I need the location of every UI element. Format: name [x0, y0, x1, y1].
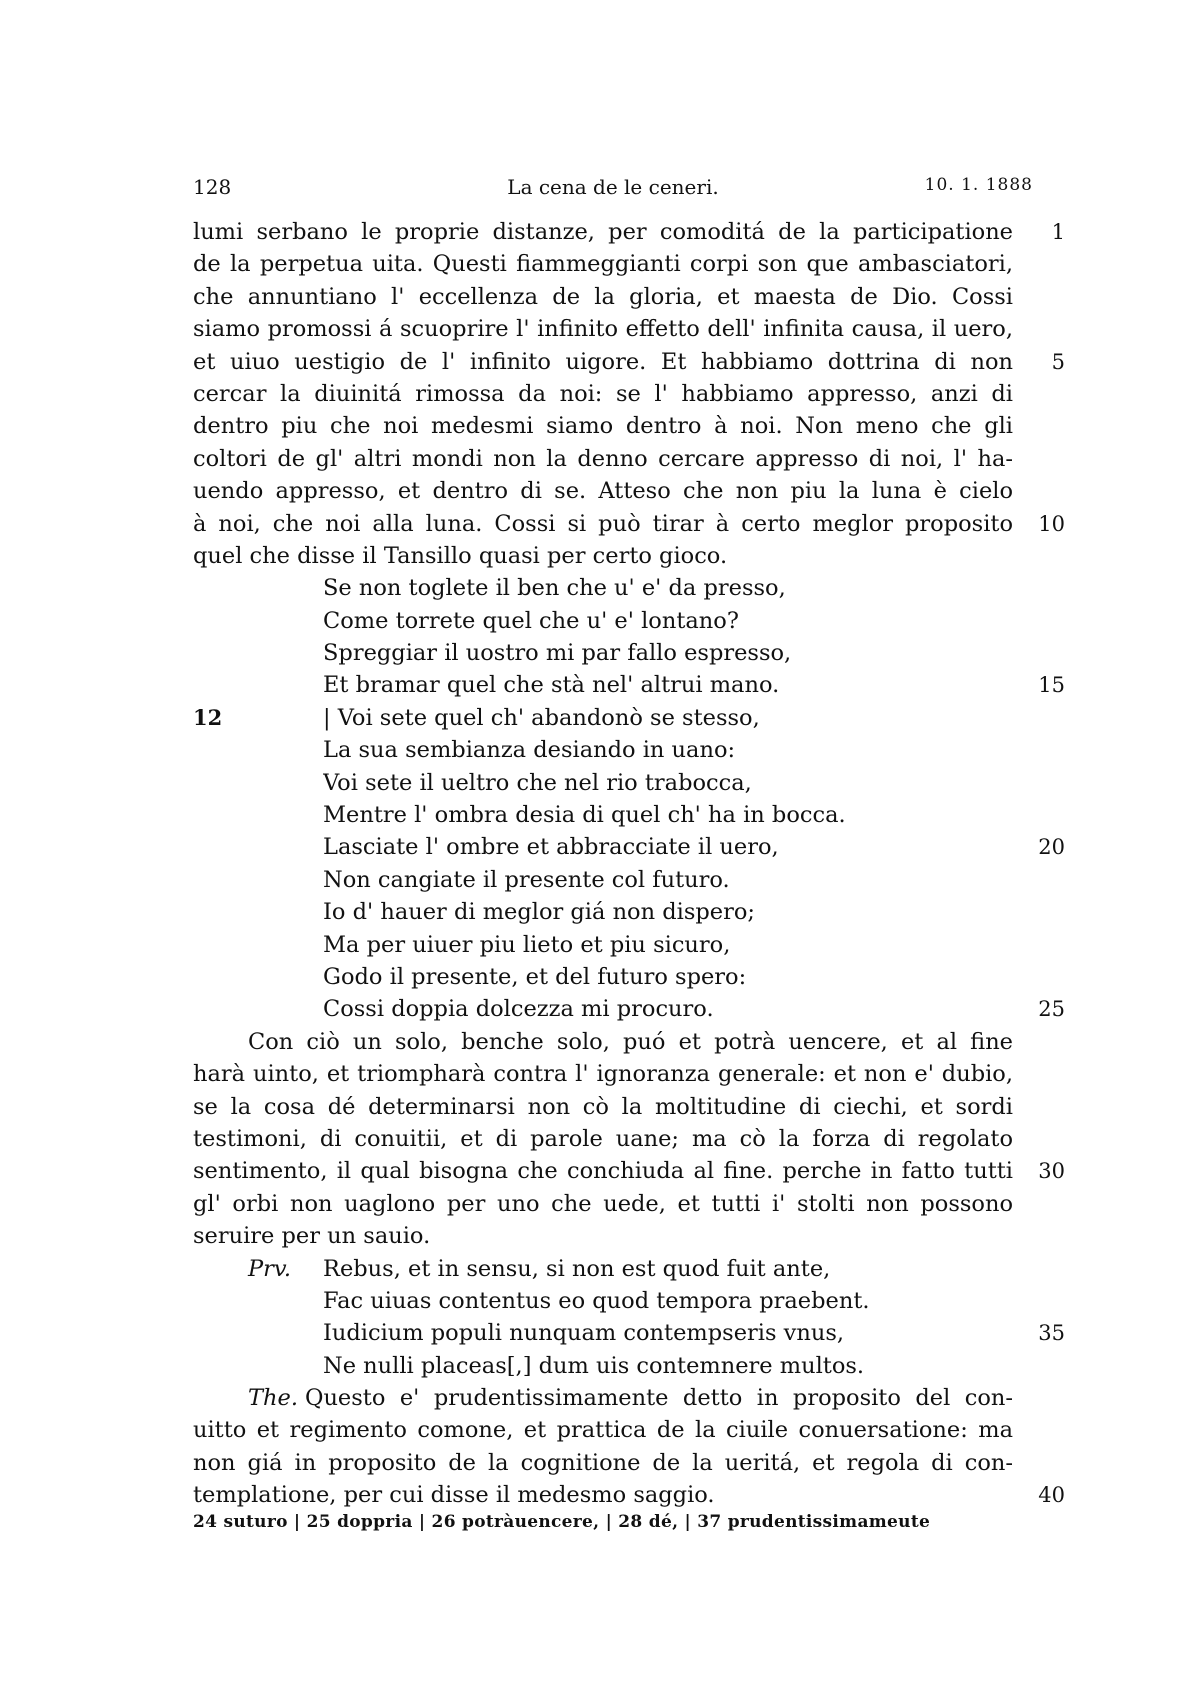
line-text: Fac uiuas contentus eo quod tempora praebent.	[323, 1287, 870, 1314]
line-text: testimoni, di conuitii, et di parole uane; ma cò la forza di regolato	[193, 1125, 1013, 1152]
text-line	[193, 1026, 1013, 1058]
running-title: La cena de le ceneri.	[507, 175, 719, 199]
text-line	[193, 540, 1013, 572]
line-text: dentro piu che noi medesmi siamo dentro à noi. Non meno che gli	[193, 413, 1013, 440]
line-text: Come torrete quel che u' e' lontano?	[323, 607, 739, 634]
line-text: Cossi doppia dolcezza mi procuro.	[323, 996, 714, 1023]
line-number: 25	[1038, 997, 1065, 1022]
line-text: harà uinto, et triompharà contra l' ignoranza generale: et non e' dubio,	[193, 1061, 1013, 1088]
text-line	[193, 281, 1013, 313]
text-line	[193, 1382, 1013, 1414]
line-text: Godo il presente, et del futuro spero:	[323, 963, 747, 990]
text-line	[193, 961, 1013, 993]
text-line	[193, 1188, 1013, 1220]
footnotes: 24 suturo | 25 doppria | 26 potràuencere, | 28 dé, | 37 prudentissimameute	[193, 1512, 931, 1532]
text-line	[193, 1123, 1013, 1155]
line-text: Lasciate l' ombre et abbracciate il uero,	[323, 834, 779, 861]
text-line	[193, 216, 1065, 248]
text-line	[193, 1479, 1065, 1511]
line-text: uendo appresso, et dentro di se. Atteso che non piu la luna è cielo	[193, 478, 1013, 505]
text-line	[193, 831, 1065, 863]
line-number: 5	[1051, 349, 1065, 374]
line-text: che annuntiano l' eccellenza de la gloria, et maesta de Dio. Cossi	[193, 283, 1013, 310]
text-line	[193, 1317, 1065, 1349]
line-text: Io d' hauer di meglor giá non dispero;	[323, 899, 755, 926]
text-line	[193, 864, 1013, 896]
text-line	[193, 378, 1013, 410]
line-text: gl' orbi non uaglono per uno che uede, et tutti i' stolti non possono	[193, 1190, 1013, 1217]
line-number: 10	[1038, 511, 1065, 536]
line-text: Se non toglete il ben che u' e' da presso,	[323, 575, 786, 602]
line-number: 20	[1038, 835, 1065, 860]
line-text: uitto et regimento comone, et prattica de la ciuile conuersatione: ma	[193, 1417, 1013, 1444]
line-text: Iudicium populi nunquam contempseris vnus,	[323, 1320, 845, 1347]
page-header	[193, 175, 1033, 205]
main-text	[193, 216, 1065, 1512]
text-line	[193, 896, 1013, 928]
line-text: Voi sete il ueltro che nel rio trabocca,	[323, 769, 752, 796]
page-number: 128	[193, 175, 232, 199]
text-line	[193, 767, 1013, 799]
text-line	[193, 346, 1065, 378]
line-text: Ma per uiuer piu lieto et piu sicuro,	[323, 931, 731, 958]
text-line	[193, 1058, 1013, 1090]
line-number: 1	[1051, 220, 1065, 244]
line-text: sentimento, il qual bisogna che conchiuda al fine. perche in fatto tutti	[193, 1158, 1013, 1185]
line-text: Questo e' prudentissimamente detto in proposito del con-	[305, 1385, 1013, 1412]
text-line	[193, 443, 1013, 475]
line-text: siamo promossi á scuoprire l' infinito effetto dell' infinita causa, il uero,	[193, 316, 1013, 343]
text-line	[193, 1447, 1013, 1479]
text-line	[193, 605, 1013, 637]
line-text: non giá in proposito de la cognitione de la ueritá, et regola di con-	[193, 1449, 1013, 1476]
line-number: 40	[1038, 1483, 1065, 1508]
text-line	[193, 1253, 1013, 1285]
text-line	[193, 508, 1065, 540]
line-text: Spreggiar il uostro mi par fallo espresso,	[323, 640, 792, 667]
line-text: Ne nulli placeas[,] dum uis contemnere multos.	[323, 1352, 865, 1379]
line-number: 30	[1038, 1159, 1065, 1184]
text-line	[193, 929, 1013, 961]
text-line	[193, 313, 1013, 345]
speaker-label: The.	[248, 1385, 298, 1412]
text-line	[193, 1220, 1013, 1252]
text-line	[193, 1414, 1013, 1446]
line-text: Non cangiate il presente col futuro.	[323, 866, 730, 893]
line-text: La sua sembianza desiando in uano:	[323, 737, 736, 764]
text-line	[193, 993, 1065, 1025]
text-line	[193, 248, 1013, 280]
line-text: coltori de gl' altri mondi non la denno cercare appresso di noi, l' ha-	[193, 445, 1013, 472]
line-text: se la cosa dé determinarsi non cò la moltitudine di ciechi, et sordi	[193, 1093, 1013, 1120]
line-text: seruire per un sauio.	[193, 1223, 431, 1250]
text-line	[193, 1285, 1013, 1317]
text-line	[193, 1350, 1013, 1382]
text-line	[193, 410, 1013, 442]
text-line	[193, 734, 1013, 766]
line-number: 35	[1038, 1321, 1065, 1346]
text-line	[193, 475, 1013, 507]
line-number: 15	[1038, 673, 1065, 698]
page-date: 10. 1. 1888	[924, 175, 1033, 195]
text-line	[193, 702, 1013, 734]
line-text: cercar la diuinitá rimossa da noi: se l' habbiamo appresso, anzi di	[193, 380, 1013, 407]
text-line	[193, 799, 1013, 831]
speaker-label: Prv.	[248, 1255, 292, 1282]
line-text: Rebus, et in sensu, si non est quod fuit ante,	[323, 1255, 831, 1282]
line-text: Mentre l' ombra desia di quel ch' ha in bocca.	[323, 802, 846, 829]
line-text: | Voi sete quel ch' abandonò se stesso,	[323, 704, 760, 731]
margin-page-marker: 12	[193, 704, 223, 730]
text-line	[193, 1155, 1065, 1187]
line-text: Con ciò un solo, benche solo, puó et potrà uencere, et al fine	[248, 1028, 1013, 1055]
text-line	[193, 637, 1013, 669]
line-text: lumi serbano le proprie distanze, per comoditá de la participatione	[193, 219, 1013, 245]
line-text: à noi, che noi alla luna. Cossi si può tirar à certo meglor proposito	[193, 510, 1013, 537]
line-text: Et bramar quel che stà nel' altrui mano.	[323, 672, 780, 699]
line-text: de la perpetua uita. Questi fiammeggianti corpi son que ambasciatori,	[193, 251, 1013, 278]
line-text: templatione, per cui disse il medesmo saggio.	[193, 1482, 715, 1509]
line-text: et uiuo uestigio de l' infinito uigore. Et habbiamo dottrina di non	[193, 348, 1013, 375]
line-text: quel che disse il Tansillo quasi per certo gioco.	[193, 542, 728, 569]
text-line	[193, 572, 1013, 604]
text-line	[193, 669, 1065, 701]
text-line	[193, 1091, 1013, 1123]
